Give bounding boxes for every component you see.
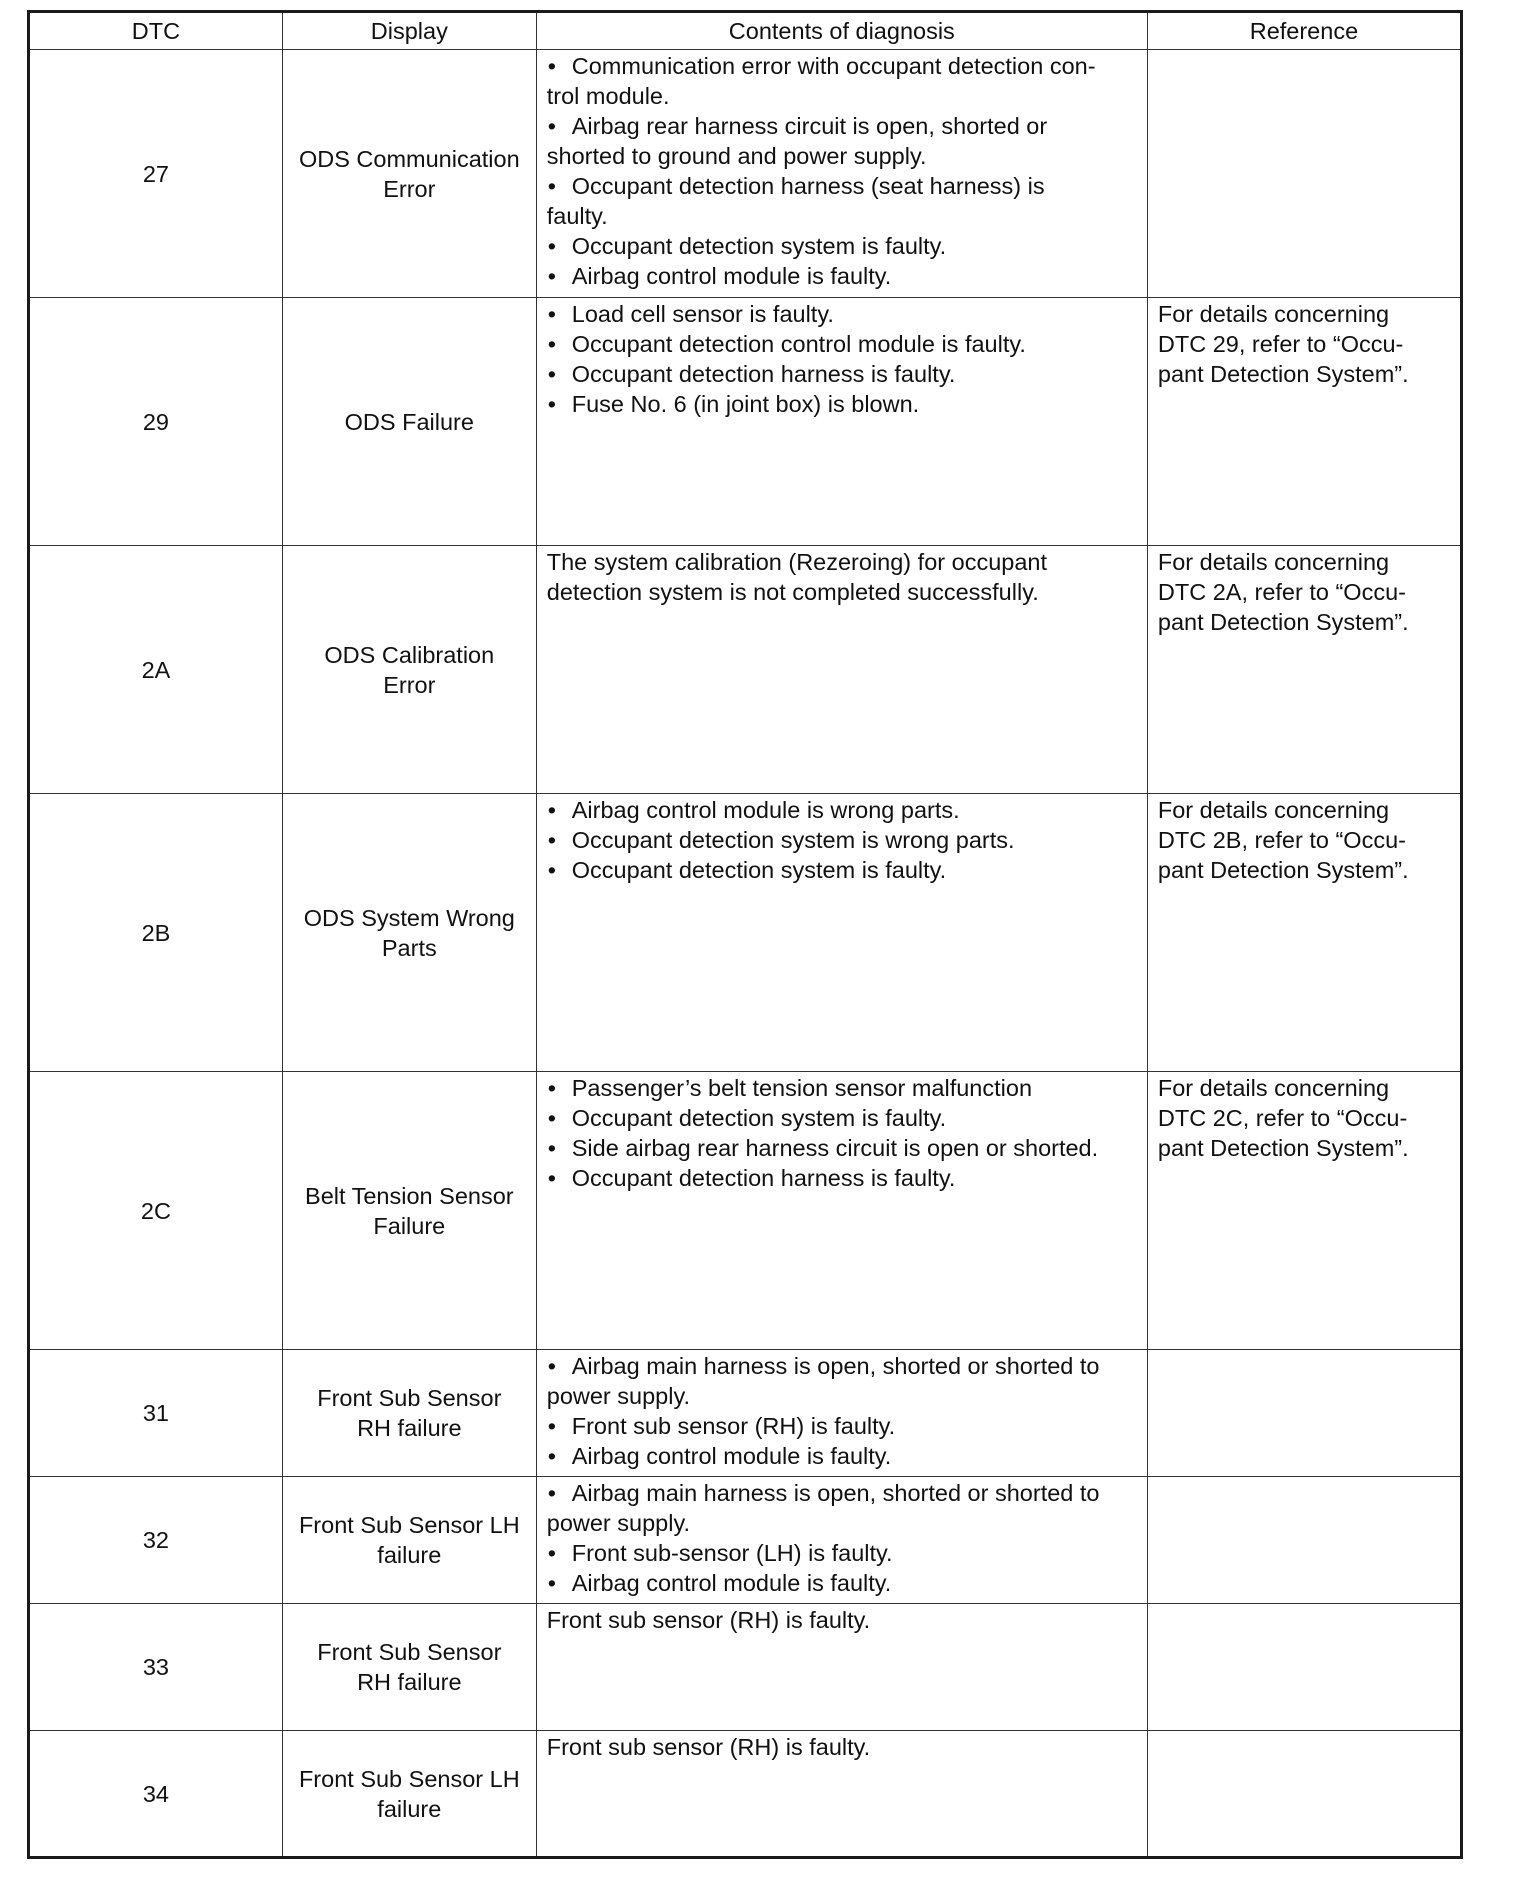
header-contents: Contents of diagnosis [536, 12, 1147, 50]
display-line: failure [377, 1542, 442, 1568]
display-cell [282, 1731, 536, 1858]
bullet-icon: • [547, 827, 556, 853]
display-line: Front Sub Sensor LH [298, 1765, 520, 1792]
reference-line: For details concerning [1157, 797, 1390, 823]
contents-line [547, 1441, 1137, 1471]
table-row [29, 1072, 1462, 1350]
reference-line: For details concerning [1157, 549, 1390, 575]
reference-line: pant Detection System”. [1157, 609, 1409, 635]
contents-line [547, 389, 1137, 419]
contents-text: power supply. [546, 1510, 690, 1536]
reference-line: For details concerning [1157, 1075, 1390, 1101]
bullet-icon: • [547, 361, 556, 387]
dtc-code: 31 [29, 1350, 283, 1477]
display-line: RH failure [357, 1669, 462, 1695]
contents-text: Load cell sensor is faulty. [571, 301, 834, 327]
contents-line [547, 547, 1137, 577]
reference-cell [1147, 1477, 1461, 1604]
bullet-icon: • [547, 301, 556, 327]
reference-cell [1147, 1350, 1461, 1477]
reference-cell [1147, 298, 1461, 546]
bullet-icon: • [547, 1540, 556, 1566]
dtc-code: 32 [29, 1477, 283, 1604]
contents-line [547, 1411, 1137, 1441]
contents-line [547, 1478, 1137, 1508]
bullet-icon: • [547, 391, 556, 417]
display-cell [282, 50, 536, 298]
table-row [29, 546, 1462, 794]
header-reference: Reference [1147, 12, 1461, 50]
dtc-code: 29 [29, 298, 283, 546]
contents-text: Airbag rear harness circuit is open, shorted or [571, 113, 1048, 139]
display-cell [282, 1072, 536, 1350]
display-line: Front Sub Sensor [317, 1385, 502, 1411]
contents-text: trol module. [546, 83, 670, 109]
contents-line [547, 1351, 1137, 1381]
reference-cell [1147, 546, 1461, 794]
bullet-icon: • [547, 857, 556, 883]
contents-cell [536, 50, 1147, 298]
display-line: ODS System Wrong [303, 904, 515, 931]
contents-text: detection system is not completed successfully. [546, 579, 1039, 605]
contents-line [547, 1732, 1137, 1762]
contents-cell [536, 794, 1147, 1072]
contents-cell [536, 546, 1147, 794]
header-display: Display [282, 12, 536, 50]
display-cell [282, 546, 536, 794]
contents-text: Occupant detection system is faulty. [571, 857, 947, 883]
contents-text: Airbag control module is faulty. [571, 1570, 892, 1596]
contents-text: Front sub sensor (RH) is faulty. [546, 1734, 871, 1760]
contents-text: Airbag control module is faulty. [571, 263, 892, 289]
contents-line [547, 1163, 1137, 1193]
contents-line [547, 795, 1137, 825]
display-line: failure [377, 1795, 442, 1822]
contents-text: power supply. [546, 1383, 690, 1409]
contents-text: Occupant detection system is wrong parts. [571, 827, 1015, 853]
contents-text: Fuse No. 6 (in joint box) is blown. [571, 391, 920, 417]
bullet-icon: • [547, 1413, 556, 1439]
bullet-icon: • [547, 1075, 556, 1101]
contents-line [547, 825, 1137, 855]
bullet-icon: • [547, 1570, 556, 1596]
contents-line [547, 1073, 1137, 1103]
reference-cell [1147, 1072, 1461, 1350]
contents-line [547, 261, 1137, 291]
table-row [29, 1604, 1462, 1731]
reference-line: DTC 29, refer to “Occu- [1157, 331, 1404, 357]
display-line: Front Sub Sensor LH [298, 1512, 520, 1538]
contents-text: Occupant detection harness is faulty. [571, 1165, 956, 1191]
contents-line [547, 1508, 1137, 1538]
dtc-code: 34 [29, 1731, 283, 1858]
display-line: ODS Communication [298, 145, 520, 172]
bullet-icon: • [547, 1353, 556, 1379]
contents-cell [536, 1477, 1147, 1604]
contents-line [547, 231, 1137, 261]
contents-text: Passenger’s belt tension sensor malfunction [571, 1075, 1033, 1101]
display-line: Failure [373, 1212, 446, 1239]
display-line: ODS Calibration [324, 641, 495, 668]
bullet-icon: • [547, 173, 556, 199]
display-line: Error [383, 175, 436, 202]
display-line: RH failure [357, 1415, 462, 1441]
contents-line [547, 1103, 1137, 1133]
contents-text: Airbag main harness is open, shorted or shorted to [571, 1353, 1100, 1379]
contents-text: faulty. [546, 203, 608, 229]
contents-text: Front sub sensor (RH) is faulty. [546, 1607, 871, 1633]
dtc-table [27, 10, 1463, 1859]
dtc-code: 2C [29, 1072, 283, 1350]
dtc-code: 2B [29, 794, 283, 1072]
bullet-icon: • [547, 331, 556, 357]
contents-text: Occupant detection harness (seat harness) is [571, 173, 1045, 199]
reference-line: DTC 2A, refer to “Occu- [1157, 579, 1406, 605]
contents-text: Occupant detection system is faulty. [571, 233, 947, 259]
reference-line: For details concerning [1157, 301, 1390, 327]
reference-line: pant Detection System”. [1157, 361, 1409, 387]
contents-text: Occupant detection system is faulty. [571, 1105, 947, 1131]
bullet-icon: • [547, 1480, 556, 1506]
contents-text: Airbag main harness is open, shorted or shorted to [571, 1480, 1100, 1506]
contents-text: Occupant detection control module is faulty. [571, 331, 1026, 357]
contents-text: Front sub-sensor (LH) is faulty. [571, 1540, 893, 1566]
contents-line [547, 1605, 1137, 1635]
header-dtc: DTC [29, 12, 283, 50]
contents-text: Airbag control module is wrong parts. [571, 797, 960, 823]
contents-cell [536, 298, 1147, 546]
contents-text: Airbag control module is faulty. [571, 1443, 892, 1469]
reference-line: pant Detection System”. [1157, 1135, 1409, 1161]
contents-cell [536, 1604, 1147, 1731]
bullet-icon: • [547, 1165, 556, 1191]
contents-line [547, 81, 1137, 111]
contents-cell [536, 1072, 1147, 1350]
reference-cell [1147, 50, 1461, 298]
bullet-icon: • [547, 797, 556, 823]
display-cell [282, 1477, 536, 1604]
contents-line [547, 1568, 1137, 1598]
contents-text: shorted to ground and power supply. [546, 143, 927, 169]
header-row [29, 12, 1462, 50]
reference-line: pant Detection System”. [1157, 857, 1409, 883]
table-row [29, 794, 1462, 1072]
display-cell [282, 1350, 536, 1477]
reference-cell [1147, 794, 1461, 1072]
contents-line [547, 171, 1137, 201]
contents-text: Occupant detection harness is faulty. [571, 361, 956, 387]
contents-line [547, 1381, 1137, 1411]
display-line: Belt Tension Sensor [305, 1182, 514, 1209]
contents-line [547, 51, 1137, 81]
bullet-icon: • [547, 113, 556, 139]
contents-line [547, 201, 1137, 231]
contents-text: The system calibration (Rezeroing) for occupant [546, 549, 1047, 575]
contents-line [547, 111, 1137, 141]
contents-line [547, 329, 1137, 359]
display-line: Parts [381, 934, 437, 961]
contents-line [547, 1133, 1137, 1163]
display-line: Front Sub Sensor [317, 1639, 502, 1665]
contents-line [547, 299, 1137, 329]
display-line: ODS Failure [344, 408, 474, 435]
reference-cell [1147, 1604, 1461, 1731]
bullet-icon: • [547, 53, 556, 79]
dtc-code: 33 [29, 1604, 283, 1731]
display-cell [282, 1604, 536, 1731]
display-line: Error [383, 671, 436, 698]
contents-line [547, 359, 1137, 389]
bullet-icon: • [547, 1443, 556, 1469]
contents-cell [536, 1731, 1147, 1858]
contents-line [547, 855, 1137, 885]
bullet-icon: • [547, 263, 556, 289]
contents-cell [536, 1350, 1147, 1477]
bullet-icon: • [547, 233, 556, 259]
dtc-code: 2A [29, 546, 283, 794]
contents-line [547, 577, 1137, 607]
display-cell [282, 794, 536, 1072]
table-row [29, 1731, 1462, 1858]
table-row [29, 1350, 1462, 1477]
reference-cell [1147, 1731, 1461, 1858]
bullet-icon: • [547, 1105, 556, 1131]
contents-text: Front sub sensor (RH) is faulty. [571, 1413, 896, 1439]
contents-line [547, 141, 1137, 171]
reference-line: DTC 2C, refer to “Occu- [1157, 1105, 1408, 1131]
table-row [29, 1477, 1462, 1604]
bullet-icon: • [547, 1135, 556, 1161]
contents-line [547, 1538, 1137, 1568]
contents-text: Side airbag rear harness circuit is open or shorted. [571, 1135, 1099, 1161]
table-row [29, 298, 1462, 546]
table-row [29, 50, 1462, 298]
reference-line: DTC 2B, refer to “Occu- [1157, 827, 1406, 853]
dtc-code: 27 [29, 50, 283, 298]
contents-text: Communication error with occupant detection con- [571, 53, 1096, 79]
display-cell [282, 298, 536, 546]
